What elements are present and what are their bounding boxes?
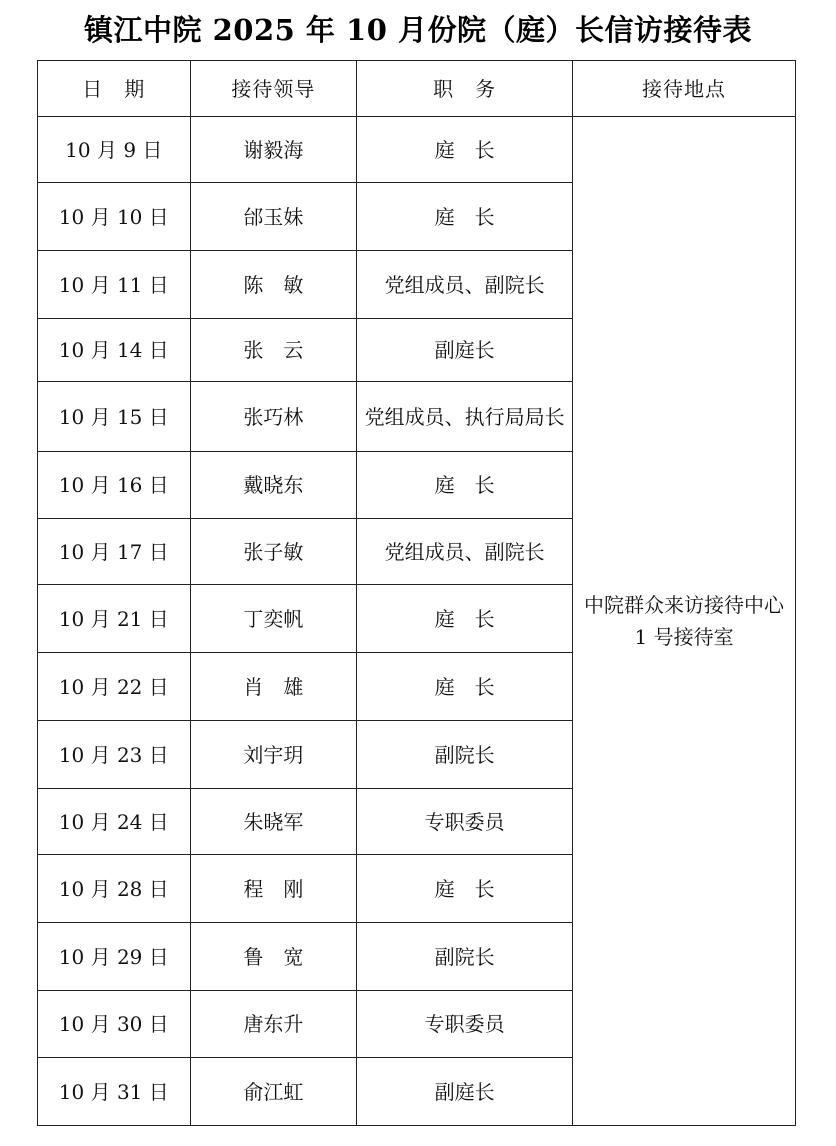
leader-cell: 张 云: [190, 319, 357, 382]
table-row: [38, 117, 796, 183]
position-cell: 庭 长: [357, 117, 573, 183]
leader-cell: 戴晓东: [190, 452, 357, 519]
leader-cell: 张巧林: [190, 382, 357, 452]
leader-cell: 陈 敏: [190, 251, 357, 319]
date-cell: 10 月 24 日: [38, 789, 191, 855]
date-cell: 10 月 10 日: [38, 183, 191, 251]
date-cell: 10 月 31 日: [38, 1058, 191, 1126]
date-cell: 10 月 30 日: [38, 991, 191, 1058]
leader-cell: 肖 雄: [190, 653, 357, 721]
leader-cell: 邰玉妹: [190, 183, 357, 251]
position-cell: 专职委员: [357, 789, 573, 855]
date-cell: 10 月 29 日: [38, 923, 191, 991]
position-cell: 副院长: [357, 721, 573, 789]
leader-cell: 鲁 宽: [190, 923, 357, 991]
leader-cell: 谢毅海: [190, 117, 357, 183]
reception-schedule-table: [37, 60, 796, 1126]
leader-cell: 唐东升: [190, 991, 357, 1058]
position-cell: 专职委员: [357, 991, 573, 1058]
position-cell: 党组成员、副院长: [357, 251, 573, 319]
position-cell: 庭 长: [357, 183, 573, 251]
date-cell: 10 月 22 日: [38, 653, 191, 721]
leader-cell: 丁奕帆: [190, 585, 357, 653]
position-cell: 党组成员、副院长: [357, 519, 573, 585]
date-cell: 10 月 17 日: [38, 519, 191, 585]
leader-cell: 俞江虹: [190, 1058, 357, 1126]
position-cell: 党组成员、执行局局长: [357, 382, 573, 452]
position-cell: 庭 长: [357, 452, 573, 519]
page-title: 镇江中院 2025 年 10 月份院（庭）长信访接待表: [84, 13, 752, 47]
position-cell: 副院长: [357, 923, 573, 991]
date-cell: 10 月 9 日: [38, 117, 191, 183]
position-cell: 副庭长: [357, 319, 573, 382]
position-cell: 庭 长: [357, 653, 573, 721]
date-cell: 10 月 28 日: [38, 855, 191, 923]
leader-cell: 张子敏: [190, 519, 357, 585]
date-cell: 10 月 14 日: [38, 319, 191, 382]
table-header-row: [38, 61, 796, 117]
leader-cell: 朱晓军: [190, 789, 357, 855]
position-cell: 庭 长: [357, 855, 573, 923]
header-location: 接待地点: [573, 61, 796, 117]
location-cell: 中院群众来访接待中心 1 号接待室: [573, 117, 796, 1126]
date-cell: 10 月 11 日: [38, 251, 191, 319]
position-cell: 庭 长: [357, 585, 573, 653]
date-cell: 10 月 23 日: [38, 721, 191, 789]
leader-cell: 刘宇玥: [190, 721, 357, 789]
header-date: 日 期: [38, 61, 191, 117]
header-leader: 接待领导: [190, 61, 357, 117]
date-cell: 10 月 16 日: [38, 452, 191, 519]
date-cell: 10 月 21 日: [38, 585, 191, 653]
leader-cell: 程 刚: [190, 855, 357, 923]
position-cell: 副庭长: [357, 1058, 573, 1126]
header-position: 职 务: [357, 61, 573, 117]
date-cell: 10 月 15 日: [38, 382, 191, 452]
